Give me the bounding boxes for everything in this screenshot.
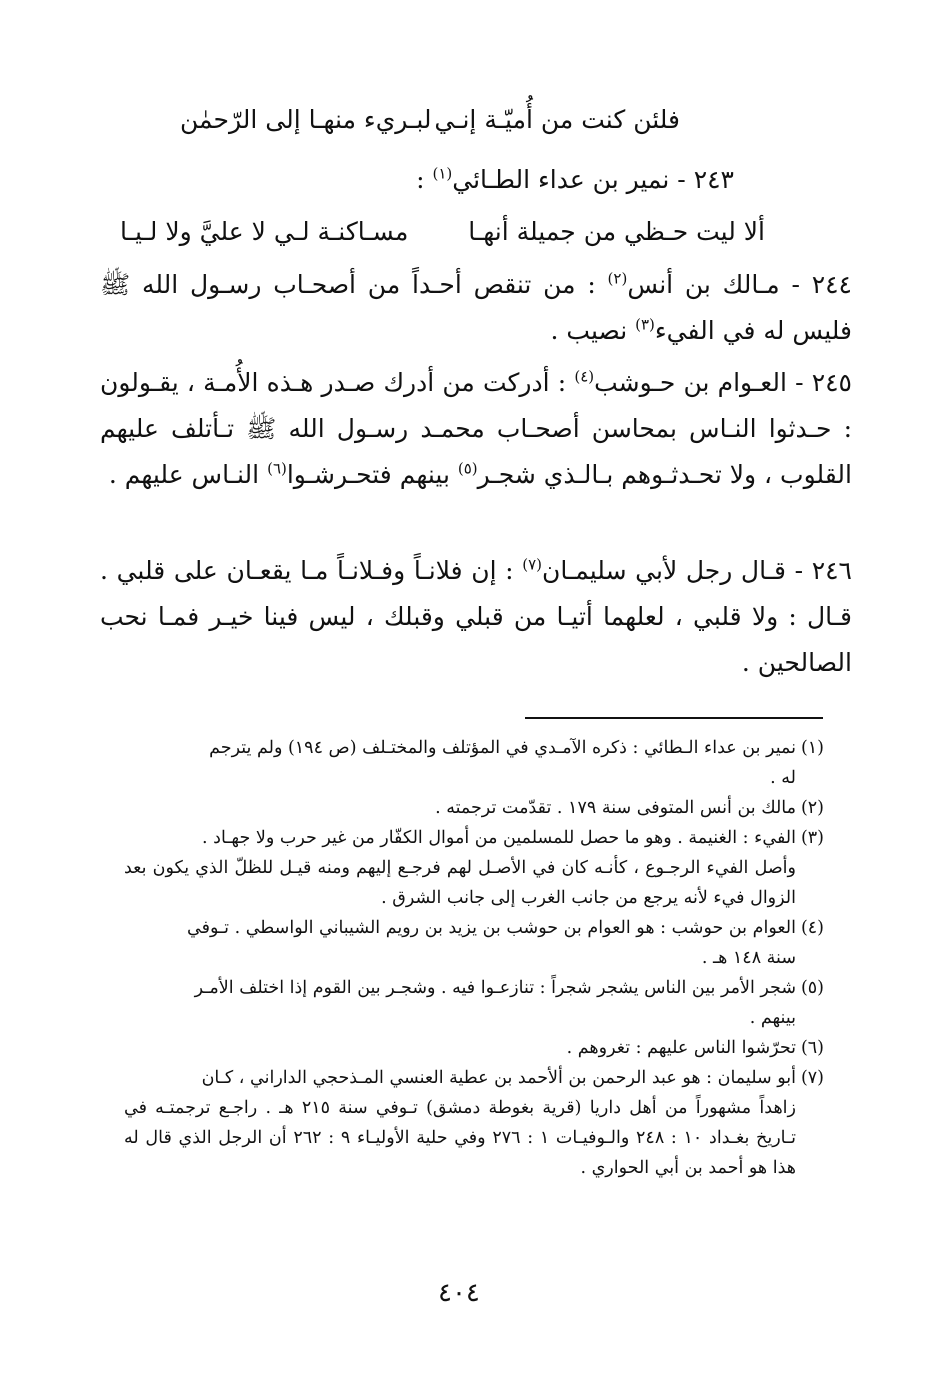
footnote	[124, 1063, 824, 1183]
entry-245-part-d: النـاس عليهم .	[108, 460, 268, 489]
footnote-ref-3: (٣)	[635, 315, 655, 334]
entry-246-part-a: ٢٤٦ - قـال رجل لأبي سليمـان	[542, 556, 852, 585]
footnote-text: شجر الأمر بين الناس يشجر شجراً : تنازعـوا فيه . وشجـر بين القوم إذا اختلف الأمـر	[194, 978, 796, 998]
verse-line-1	[180, 100, 680, 140]
verse-first-hemistich: فلئن كنت من أُميّـة إنـي	[434, 105, 680, 134]
entry-244-paragraph	[100, 262, 852, 354]
footnote	[124, 973, 824, 1033]
entry-245-part-a: ٢٤٥ - العـوام بن حـوشب	[594, 368, 852, 397]
footnote-number: (٦)	[800, 1038, 824, 1058]
footnote	[124, 733, 824, 793]
entry-246-part-b: : إن فلانـاً وفـلانـاً مـا يقعـان على قلبي . قـال : ولا قلبي ، لعلهما أتيـا من قبلي وقبلك ، ليس فينا خيـر فمـا نحب الصالحين .	[100, 556, 852, 677]
footnote-ref-2: (٢)	[607, 269, 628, 288]
footnote-continuation: له .	[770, 768, 796, 788]
footnote-number: (١)	[800, 738, 824, 758]
footnote	[124, 823, 824, 913]
entry-243-heading	[416, 160, 734, 200]
footnotes	[124, 733, 824, 1183]
entry-244-part-b: : من تنقص أحـداً من أصحـاب رسـول الله ﷺ فليس له في الفيء	[100, 270, 852, 345]
verse-first-hemistich: ألا ليت حـظي من جميلة أنهـا	[468, 217, 765, 246]
footnote-ref-6: (٦)	[267, 459, 287, 478]
footnote-continuation: زاهداً مشهوراً من أهل داريا (قرية بغوطة دمشق) تـوفي سنة ٢١٥ هـ . راجـع ترجمتـه في تـاريخ بغـداد ١٠ : ٢٤٨ والـوفيـات ١ : ٢٧٦ وفي حلية الأوليـاء ٩ : ٢٦٢ أن الرجل الذي قال له هذا هو أحمد بن أبي الحواري .	[124, 1098, 796, 1178]
footnote-separator	[525, 717, 823, 719]
footnote-number: (٣)	[800, 828, 824, 848]
footnote-ref-4: (٤)	[574, 367, 595, 386]
footnote-text: العوام بن حوشب : هو العوام بن حوشب بن يزيد بن رويم الشيباني الواسطي . تـوفي	[187, 918, 796, 938]
footnote-number: (٤)	[800, 918, 824, 938]
page-number: ٤٠٤	[438, 1278, 480, 1308]
footnote-number: (٢)	[800, 798, 824, 818]
footnote-continuation: بينهم .	[749, 1008, 796, 1028]
entry-244-part-a: ٢٤٤ - مـالك بن أنس	[627, 270, 852, 299]
footnote	[124, 913, 824, 973]
entry-243-tail: :	[416, 165, 433, 194]
footnote-number: (٥)	[800, 978, 824, 998]
entry-245-paragraph	[100, 360, 852, 498]
entry-246-paragraph	[100, 548, 852, 686]
footnote-ref-1: (١)	[432, 164, 453, 183]
entry-245-part-c: بينهم فتحـرشـوا	[286, 460, 458, 489]
footnote-text: تحرّشوا الناس عليهم : تغروهم .	[566, 1038, 796, 1058]
footnote-continuation: وأصل الفيء الرجـوع ، كأنـه كان في الأصـل لهم فرجـع إليهم ومنه قيـل للظلّ الذي يكون بعد الزوال فيء لأنه يرجع من جانب الغرب إلى جانب الشرق .	[124, 858, 796, 908]
entry-243-text: ٢٤٣ - نمير بن عداء الطـائي	[452, 165, 734, 194]
footnote	[124, 793, 824, 823]
footnote-text: مالك بن أنس المتوفى سنة ١٧٩ . تقدّمت ترجمته .	[435, 798, 796, 818]
footnote-text: نمير بن عداء الـطائي : ذكره الآمـدي في المؤتلف والمختـلف (ص ١٩٤) ولم يترجم	[209, 738, 796, 758]
entry-244-part-c: نصيب .	[550, 316, 636, 345]
footnote-continuation: سنة ١٤٨ هـ .	[701, 948, 796, 968]
footnote-number: (٧)	[800, 1068, 824, 1088]
footnote-ref-7: (٧)	[522, 555, 542, 574]
entry-245-part-b: : أدركت من أدرك صـدر هـذه الأُمـة ، يقـولون : حـدثوا النـاس بمحاسن أصحـاب محمـد رسـول الله ﷺ تـأتلف عليهم القلوب ، ولا تحـدثـوهم بـالـذي شجـر	[100, 368, 852, 489]
verse-second-hemistich: مسـاكنـة لـي لا عليَّ ولا لـيـا	[120, 217, 409, 246]
verse-line-2	[120, 212, 765, 252]
footnote-text: أبو سليمان : هو عبد الرحمن بن ألأحمد بن عطية العنسي المـذحجي الداراني ، كـان	[201, 1068, 796, 1088]
footnote-ref-5: (٥)	[457, 459, 478, 478]
verse-second-hemistich: لبـريء منهـا إلى الرّحمٰن	[180, 105, 432, 134]
footnote-text: الفيء : الغنيمة . وهو ما حصل للمسلمين من أموال الكفّار من غير حرب ولا جهـاد .	[202, 828, 796, 848]
footnote	[124, 1033, 824, 1063]
